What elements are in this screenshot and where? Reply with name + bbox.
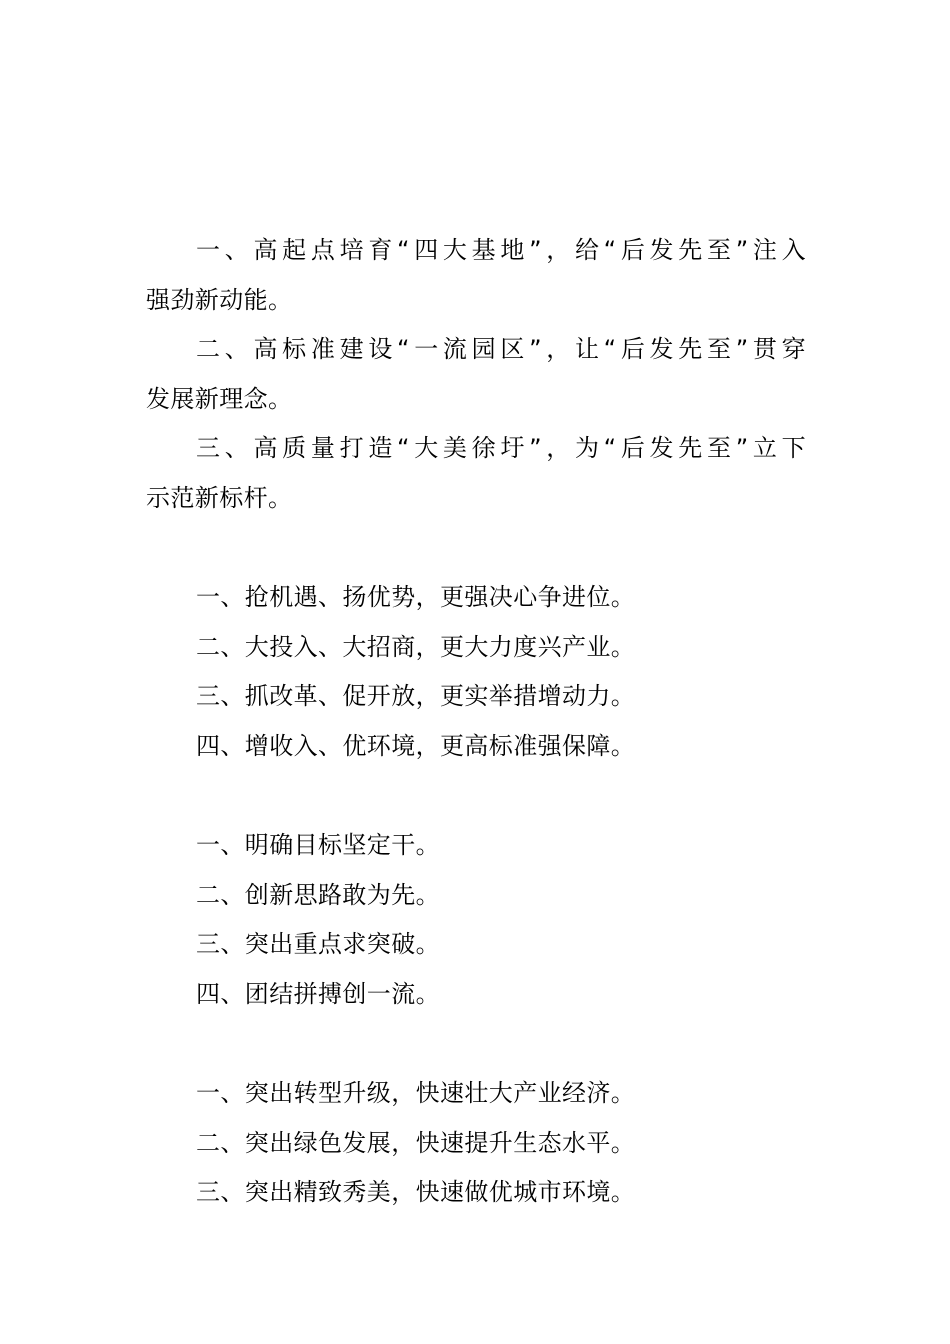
document-content: [146, 226, 806, 1218]
paragraph-2-line-1: 二、高标准建设“一流园区”，让“后发先至”贯穿: [196, 335, 806, 364]
section-spacer: [146, 524, 806, 574]
list-item: 一、抢机遇、扬优势，更强决心争进位。: [196, 583, 636, 612]
list-item: 一、突出转型升级，快速壮大产业经济。: [196, 1079, 636, 1108]
paragraph-3-line-1: 三、高质量打造“大美徐圩”，为“后发先至”立下: [196, 434, 806, 463]
section-4: [146, 1069, 806, 1218]
section-spacer: [146, 772, 806, 822]
section-spacer: [146, 1020, 806, 1070]
list-item: 二、创新思路敢为先。: [196, 880, 440, 909]
list-item: 二、突出绿色发展，快速提升生态水平。: [196, 1128, 636, 1157]
list-item: 三、抓改革、促开放，更实举措增动力。: [196, 682, 636, 711]
list-item: 三、突出重点求突破。: [196, 930, 440, 959]
paragraph-1-line-2: 强劲新动能。: [146, 285, 293, 314]
paragraph-3-line-2: 示范新标杆。: [146, 483, 293, 512]
list-item: 一、明确目标坚定干。: [196, 831, 440, 860]
section-1: [146, 226, 806, 524]
list-item: 二、大投入、大招商，更大力度兴产业。: [196, 632, 636, 661]
list-item: 三、突出精致秀美，快速做优城市环境。: [196, 1178, 636, 1207]
list-item: 四、团结拼搏创一流。: [196, 979, 440, 1008]
paragraph-1-line-1: 一、高起点培育“四大基地”，给“后发先至”注入: [196, 236, 806, 264]
list-item: 四、增收入、优环境，更高标准强保障。: [196, 731, 636, 760]
section-3: [146, 821, 806, 1019]
paragraph-2-line-2: 发展新理念。: [146, 384, 293, 413]
section-2: [146, 573, 806, 771]
